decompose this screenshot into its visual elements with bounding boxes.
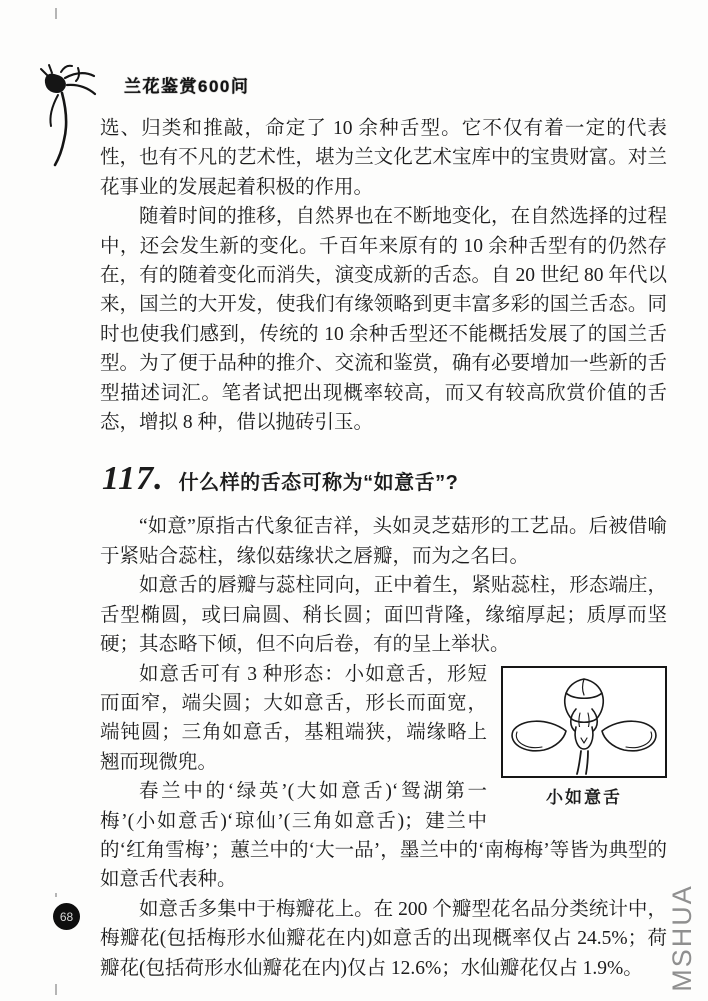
binding-mark bbox=[55, 984, 57, 995]
paragraph: 如意舌的唇瓣与蕊柱同向，正中着生，紧贴蕊柱，形态端庄，舌型椭圆，或曰扁圆、稍长圆；面凹背隆，缘缩厚起；质厚而坚硬；其态略下倾，但不向后卷，有的呈上举状。 bbox=[100, 575, 667, 656]
paragraph: 如意舌可有 3 种形态：小如意舌，形短而面窄，端尖圆；大如意舌，形长而面宽，端钝圆；三角如意舌，基粗端狭，端缘略上翘而现微兜。 bbox=[100, 663, 487, 773]
small-ruyi-tongue-drawing-icon bbox=[504, 669, 664, 775]
text-column bbox=[100, 114, 667, 983]
orchid-sketch-icon bbox=[34, 62, 110, 175]
section-title: 什么样的舌态可称为“如意舌”? bbox=[178, 472, 459, 495]
page-number: 68 bbox=[59, 909, 74, 924]
figure-caption: 小如意舌 bbox=[546, 787, 622, 807]
paragraph: 随着时间的推移，自然界也在不断地变化，在自然选择的过程中，还会发生新的变化。千百年来原有的 10 余种舌型有的仍然存在，有的随着变化而消失，演变成新的舌态。自 20 世纪 80 年代以来，国兰的大开发，使我们有缘领略到更丰富多彩的国兰舌态。同时也使我们感到，传统的 10 余种舌型还不能概括发展了的国兰舌型。为了便于品种的推介、交流和鉴赏，确有必要增加一些新的舌型描述词汇。笔者试把出现概率较高，而又有较高欣赏价值的舌态，增拟 8 种，借以抛砖引玉。 bbox=[100, 206, 667, 434]
paragraph: 春兰中的‘绿英’(大如意舌)‘鸳湖第一梅’(小如意舌)‘琼仙’(三角如意舌)；建兰中的‘红角雪梅’；蕙兰中的‘大一品’，墨兰中的‘南梅梅’等皆为典型的如意舌代表种。 bbox=[100, 781, 667, 891]
paragraph: 如意舌多集中于梅瓣花上。在 200 个瓣型花名品分类统计中，梅瓣花(包括梅形水仙瓣花在内)如意舌的出现概率仅占 24.5%；荷瓣花(包括荷形水仙瓣花在内)仅占 12.6%；水仙瓣花仅占 1.9%。 bbox=[100, 898, 667, 979]
binding-mark bbox=[55, 893, 57, 897]
binding-mark bbox=[55, 8, 57, 19]
paragraph: 选、归类和推敲，命定了 10 余种舌型。它不仅有着一定的代表性，也有不凡的艺术性，堪为兰文化艺术宝库中的宝贵财富。对兰花事业的发展起着积极的作用。 bbox=[100, 118, 667, 198]
section-number: 117. bbox=[102, 460, 164, 498]
running-head-title: 兰花鉴赏600问 bbox=[124, 77, 250, 96]
section-heading bbox=[102, 460, 667, 498]
page-number-badge bbox=[53, 903, 80, 930]
orchid-figure bbox=[501, 666, 667, 808]
paragraph: “如意”原指古代象征吉祥，头如灵芝菇形的工艺品。后被借喻于紧贴合蕊柱，缘似菇缘状之唇瓣，而为之名曰。 bbox=[100, 516, 667, 567]
watermark-text: MSHUA bbox=[667, 884, 697, 992]
figure-frame bbox=[501, 666, 667, 778]
